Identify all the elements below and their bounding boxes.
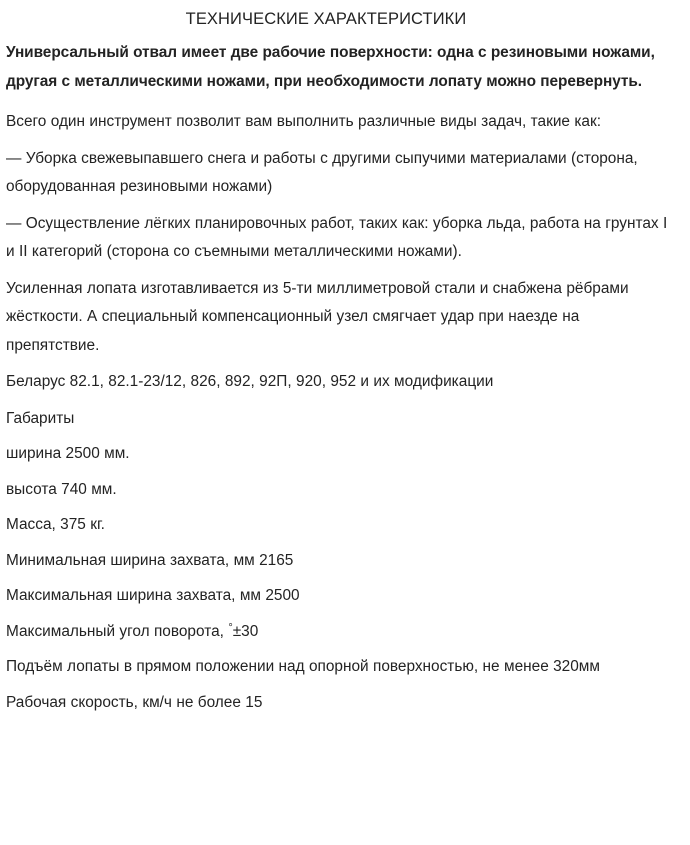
body-paragraph-construction: Усиленная лопата изготавливается из 5-ти миллиметровой стали и снабжена рёбрами жёсткости. А специальный компенсационный узел смягчает удар при наезде на препятствие. [6, 279, 629, 354]
spec-height: высота 740 мм. [6, 480, 117, 498]
spec-max-turn-angle-label: Максимальный угол поворота, [6, 622, 229, 640]
body-paragraph-bullet-grading: — Осуществление лёгких планировочных работ, таких как: уборка льда, работа на грунтах I и II категорий (сторона со съемными металлическими ножами). [6, 214, 668, 260]
spec-lift-height: Подъём лопаты в прямом положении над опорной поверхностью, не менее 320мм [6, 658, 600, 675]
spec-min-capture-width: Минимальная ширина захвата, мм 2165 [6, 551, 294, 569]
spec-mass: Масса, 375 кг. [6, 516, 105, 533]
spec-width: ширина 2500 мм. [6, 445, 130, 462]
spec-max-turn-angle-value: ±30 [232, 622, 259, 640]
spec-dimensions-heading: Габариты [6, 409, 75, 427]
page-title: ТЕХНИЧЕСКИЕ ХАРАКТЕРИСТИКИ [185, 10, 467, 28]
spec-working-speed: Рабочая скорость, км/ч не более 15 [6, 693, 263, 711]
lead-paragraph: Универсальный отвал имеет две рабочие поверхности: одна с резиновыми ножами, другая с металлическими ножами, при необходимости лопату можно перевернуть. [6, 44, 655, 90]
spec-max-turn-angle: Максимальный угол поворота, °±30 [6, 621, 259, 640]
body-paragraph-bullet-snow: — Уборка свежевыпавшего снега и работы с другими сыпучими материалами (сторона, оборудованная резиновыми ножами) [6, 149, 638, 195]
spec-max-capture-width: Максимальная ширина захвата, мм 2500 [6, 587, 300, 604]
body-paragraph-compatibility: Беларус 82.1, 82.1-23/12, 826, 892, 92П, 920, 952 и их модификации [6, 373, 494, 390]
body-paragraph-intro: Всего один инструмент позволит вам выполнить различные виды задач, такие как: [6, 113, 602, 130]
